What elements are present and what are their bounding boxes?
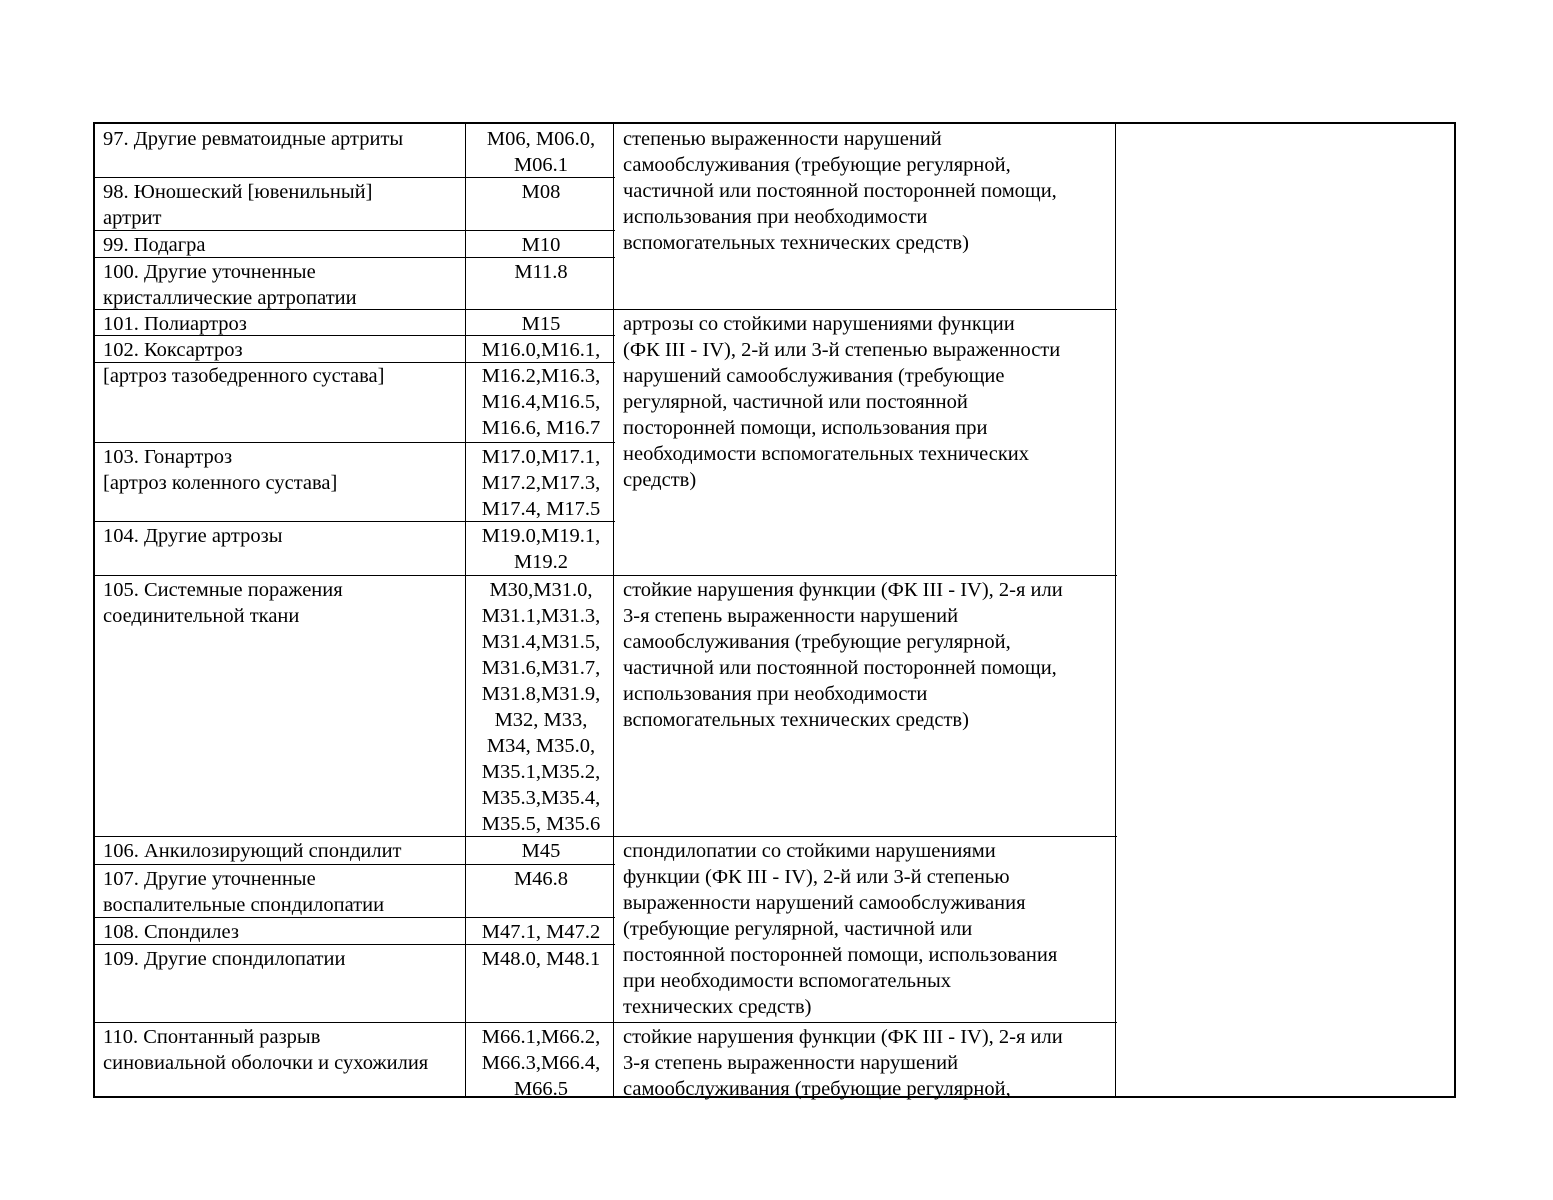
icd-codes: M48.0, M48.1 (481, 948, 601, 970)
row-divider (95, 864, 615, 865)
diagnosis-name: 110. Спонтанный разрыв синовиальной оболочки и сухожилия (103, 1026, 429, 1074)
group-divider (95, 575, 1117, 576)
column-divider (465, 124, 466, 1096)
diagnosis-name: 100. Другие уточненные кристаллические артропатии (103, 261, 357, 309)
column-divider (1115, 124, 1116, 1096)
criteria-description: степенью выраженности нарушений самообслуживания (требующие регулярной, частичной или постоянной посторонней помощи, использования при необходимости вспомогательных технических средств) (623, 128, 1057, 254)
icd-codes: M16.0,M16.1, M16.2,M16.3, M16.4,M16.5, M16.6, M16.7 (481, 339, 601, 439)
diagnosis-name: 101. Полиартроз (103, 313, 247, 335)
diagnosis-table (93, 122, 1456, 1098)
row-divider (95, 442, 615, 443)
icd-codes: M47.1, M47.2 (481, 921, 601, 943)
diagnosis-name: 105. Системные поражения соединительной ткани (103, 579, 343, 627)
diagnosis-name: 109. Другие спондилопатии (103, 948, 346, 970)
diagnosis-name: 104. Другие артрозы (103, 525, 283, 547)
icd-codes: M17.0,M17.1, M17.2,M17.3, M17.4, M17.5 (481, 446, 601, 520)
icd-codes: M11.8 (514, 261, 568, 283)
criteria-description: стойкие нарушения функции (ФК III - IV), 2-я или 3-я степень выраженности нарушений самообслуживания (требующие регулярной, (623, 1026, 1063, 1100)
diagnosis-name: 99. Подагра (103, 234, 206, 256)
diagnosis-name: 106. Анкилозирующий спондилит (103, 840, 402, 862)
icd-codes: M19.0,M19.1, M19.2 (481, 525, 601, 573)
diagnosis-name: 103. Гонартроз [артроз коленного сустава] (103, 446, 338, 494)
diagnosis-name: 107. Другие уточненные воспалительные спондилопатии (103, 868, 385, 916)
icd-codes: M66.1,M66.2, M66.3,M66.4, M66.5 (481, 1026, 601, 1100)
diagnosis-name: 108. Спондилез (103, 921, 239, 943)
icd-codes: M46.8 (513, 868, 569, 890)
criteria-description: спондилопатии со стойкими нарушениями функции (ФК III - IV), 2-й или 3-й степенью выраженности нарушений самообслуживания (требующие регулярной, частичной или постоянной посторонней помощи, использования при необходимости вспомогательных технических средств) (623, 840, 1058, 1018)
criteria-description: стойкие нарушения функции (ФК III - IV), 2-я или 3-я степень выраженности нарушений самообслуживания (требующие регулярной, частичной или постоянной посторонней помощи, использования при необходимости вспомогательных технических средств) (623, 579, 1063, 731)
diagnosis-name: 102. Коксартроз [артроз тазобедренного сустава] (103, 339, 385, 387)
group-divider (95, 1022, 1117, 1023)
icd-codes: M08 (521, 181, 561, 203)
diagnosis-name: 98. Юношеский [ювенильный] артрит (103, 181, 373, 229)
icd-codes: M06, M06.0, M06.1 (486, 128, 596, 176)
icd-codes: M45 (521, 840, 561, 862)
diagnosis-name: 97. Другие ревматоидные артриты (103, 128, 404, 150)
icd-codes: M30,M31.0, M31.1,M31.3, M31.4,M31.5, M31.6,M31.7, M31.8,M31.9, M32, M33, M34, M35.0, M35.1,M35.2, M35.3,M35.4, M35.5, M35.6 (481, 579, 601, 835)
icd-codes: M10 (521, 234, 561, 256)
criteria-description: артрозы со стойкими нарушениями функции (ФК III - IV), 2-й или 3-й степенью выраженности нарушений самообслуживания (требующие регулярной, частичной или постоянной посторонней помощи, использования при необходимости вспомогательных технических средств) (623, 313, 1061, 491)
icd-codes: M15 (521, 313, 561, 335)
